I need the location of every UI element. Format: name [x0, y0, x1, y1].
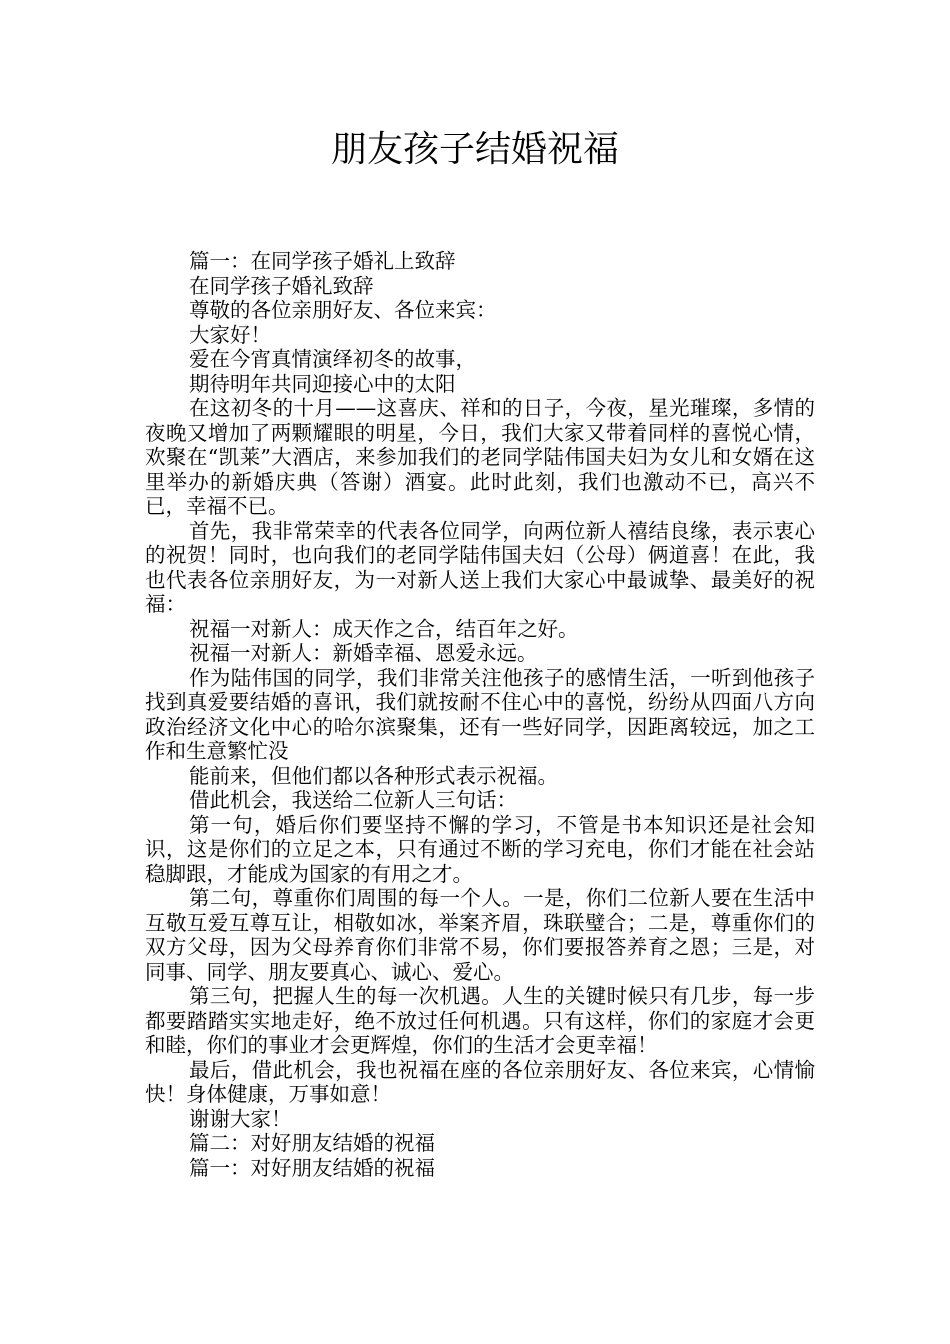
paragraph: 祝福一对新人：成天作之合，结百年之好。: [189, 616, 579, 641]
paragraph: 祝福一对新人：新婚幸福、恩爱永远。: [189, 641, 538, 665]
paragraph: 谢谢大家！: [189, 1106, 292, 1131]
paragraph: 能前来，但他们都以各种形式表示祝福。: [189, 763, 558, 788]
paragraph: 期待明年共同迎接心中的太阳: [189, 371, 456, 396]
document-body: [145, 249, 815, 1180]
paragraph: 尊敬的各位亲朋好友、各位来宾：: [189, 298, 497, 322]
paragraph: 第二句，尊重你们周围的每一个人。一是，你们二位新人要在生活中互敬互爱互尊互让，相敬如冰，举案齐眉，珠联璧合；二是，尊重你们的双方父母，因为父母养育你们非常不易，你们要报答养育之恩；三是，对同事、同学、朋友要真心、诚心、爱心。: [145, 886, 815, 984]
paragraph: 首先，我非常荣幸的代表各位同学，向两位新人禧结良缘，表示衷心的祝贺！同时，也向我们的老同学陆伟国夫妇（公母）俩道喜！在此，我也代表各位亲朋好友，为一对新人送上我们大家心中最诚挚、最美好的祝福：: [145, 518, 815, 616]
paragraph: 作为陆伟国的同学，我们非常关注他孩子的感情生活，一听到他孩子找到真爱要结婚的喜讯，我们就按耐不住心中的喜悦，纷纷从四面八方向政治经济文化中心的哈尔滨聚集，还有一些好同学，因距离较远，加之工作和生意繁忙没: [145, 665, 815, 763]
paragraph: 在这初冬的十月——这喜庆、祥和的日子，今夜，星光璀璨，多情的夜晚又增加了两颗耀眼的明星，今日，我们大家又带着同样的喜悦心情，欢聚在“凯莱”大酒店，来参加我们的老同学陆伟国夫妇为女儿和女婿在这里举办的新婚庆典（答谢）酒宴。此时此刻，我们也激动不已，高兴不已，幸福不已。: [145, 396, 815, 518]
paragraph: 爱在今宵真情演绎初冬的故事，: [189, 347, 476, 371]
paragraph: 最后，借此机会，我也祝福在座的各位亲朋好友、各位来宾，心情愉快！身体健康，万事如意！: [145, 1057, 815, 1106]
paragraph: 大家好！: [189, 322, 271, 347]
paragraph: 第三句，把握人生的每一次机遇。人生的关键时候只有几步，每一步都要踏踏实实地走好，绝不放过任何机遇。只有这样，你们的家庭才会更和睦，你们的事业才会更辉煌，你们的生活才会更幸福！: [145, 984, 815, 1057]
paragraph: 篇一：对好朋友结婚的祝福: [189, 1155, 435, 1180]
paragraph: 在同学孩子婚礼致辞: [189, 273, 374, 298]
paragraph: 篇一：在同学孩子婚礼上致辞: [189, 249, 456, 273]
page-title: 朋友孩子结婚祝福: [330, 129, 619, 170]
paragraph: 借此机会，我送给二位新人三句话：: [189, 788, 517, 812]
paragraph: 第一句，婚后你们要坚持不懈的学习，不管是书本知识还是社会知识，这是你们的立足之本，只有通过不断的学习充电，你们才能在社会站稳脚跟，才能成为国家的有用之才。: [145, 812, 815, 886]
paragraph: 篇二：对好朋友结婚的祝福: [189, 1131, 435, 1155]
